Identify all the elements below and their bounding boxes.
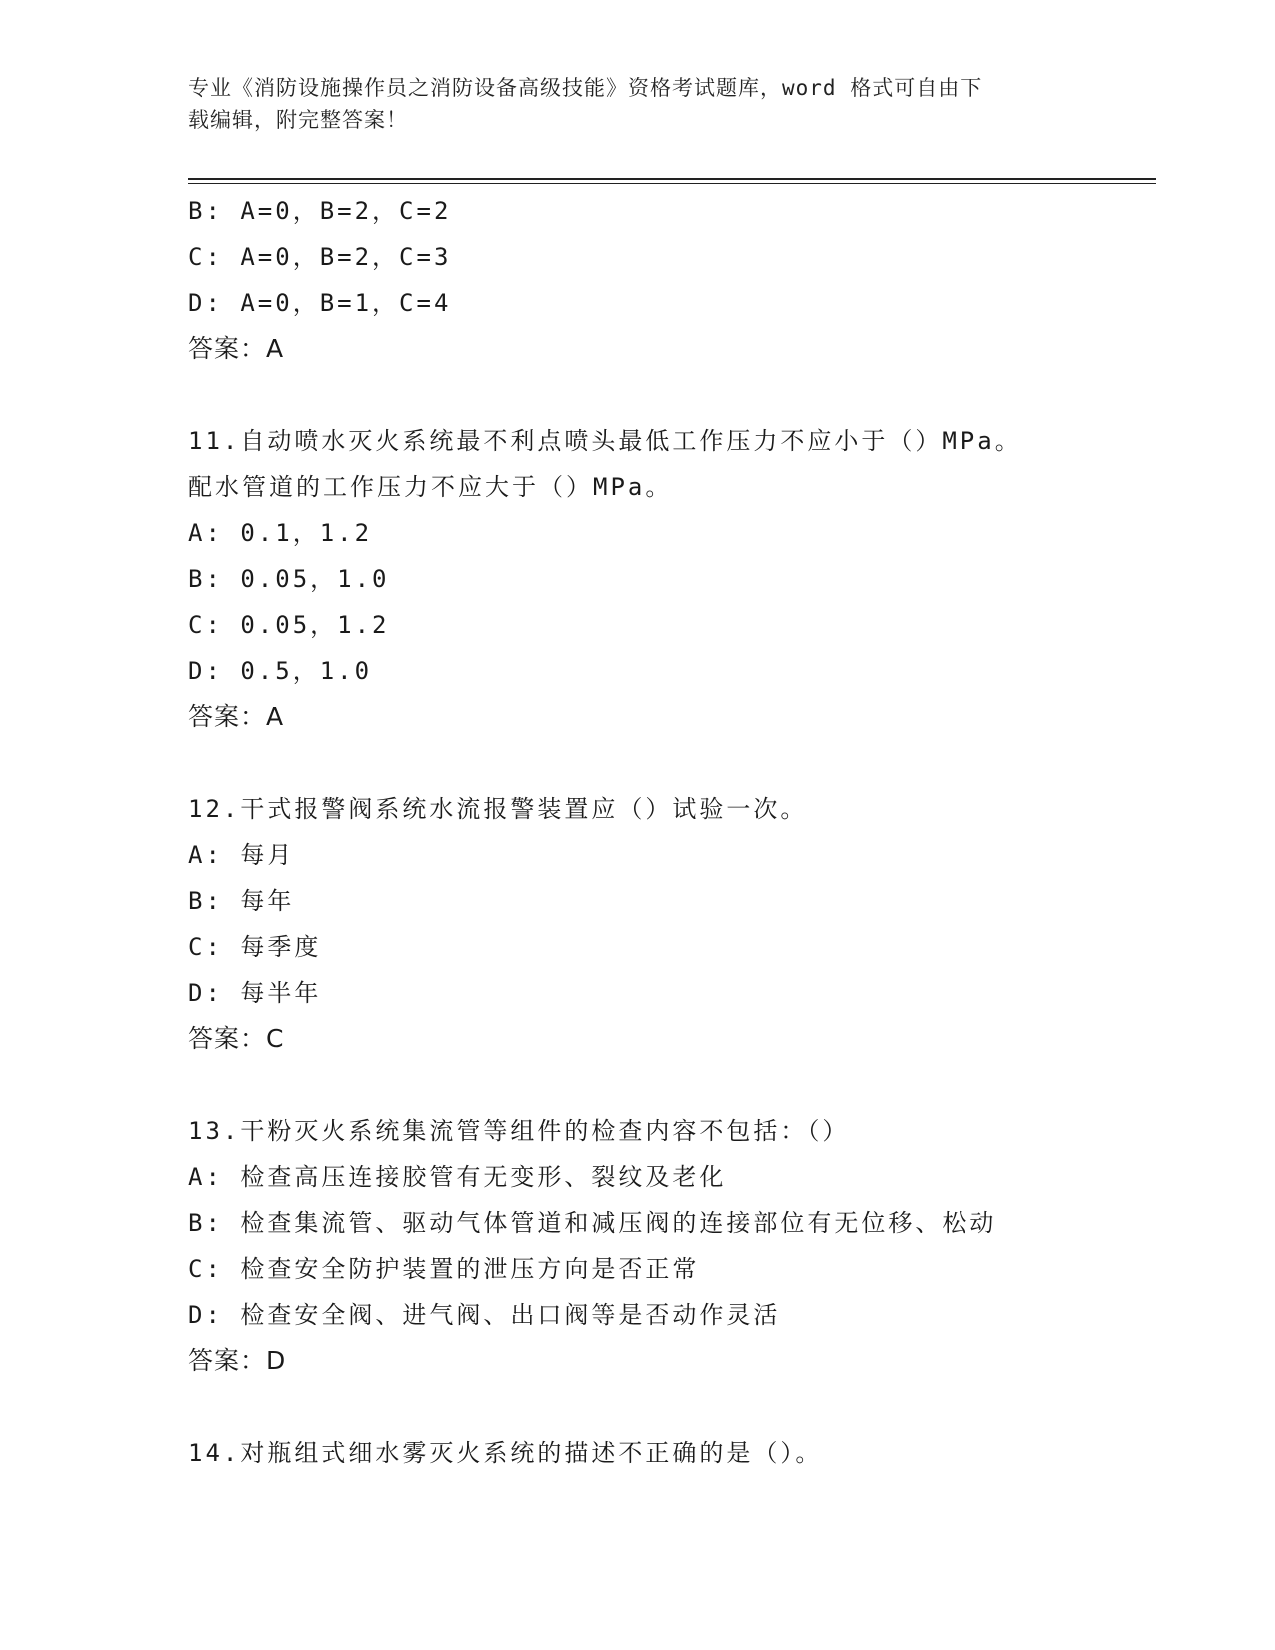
question-12 — [188, 786, 1128, 1062]
option-c: C: 检查安全防护装置的泄压方向是否正常 — [188, 1255, 700, 1283]
spacer — [188, 372, 1128, 418]
option-b: B: 0.05，1.0 — [188, 565, 390, 593]
header-divider-thin — [188, 183, 1156, 184]
question-list — [188, 188, 1128, 1476]
answer: 答案：A — [188, 702, 285, 731]
option-a: A: 每月 — [188, 841, 295, 869]
option-d: D: 检查安全阀、进气阀、出口阀等是否动作灵活 — [188, 1301, 781, 1329]
question-14 — [188, 1430, 1128, 1476]
option-b: B: 每年 — [188, 887, 295, 915]
question-stem: 11.自动喷水灭火系统最不利点喷头最低工作压力不应小于（）MPa。 — [188, 427, 1022, 455]
question-stem: 14.对瓶组式细水雾灭火系统的描述不正确的是（）。 — [188, 1439, 823, 1467]
option-d: D: 每半年 — [188, 979, 322, 1007]
answer: 答案：C — [188, 1024, 285, 1053]
header-line-2: 载编辑，附完整答案！ — [188, 108, 408, 132]
question-10-tail — [188, 188, 1128, 372]
spacer — [188, 740, 1128, 786]
header-divider-thick — [188, 178, 1156, 180]
option-c: C: A=0，B=2，C=3 — [188, 243, 452, 271]
option-d: D: A=0，B=1，C=4 — [188, 289, 452, 317]
option-a: A: 0.1，1.2 — [188, 519, 373, 547]
header-line-1: 专业《消防设施操作员之消防设备高级技能》资格考试题库，word 格式可自由下 — [188, 76, 983, 100]
question-11 — [188, 418, 1128, 740]
option-b: B: 检查集流管、驱动气体管道和减压阀的连接部位有无位移、松动 — [188, 1209, 997, 1237]
option-c: C: 0.05，1.2 — [188, 611, 390, 639]
question-stem: 12.干式报警阀系统水流报警装置应（）试验一次。 — [188, 795, 808, 823]
answer: 答案：D — [188, 1346, 287, 1375]
question-13 — [188, 1108, 1128, 1384]
option-c: C: 每季度 — [188, 933, 322, 961]
option-d: D: 0.5，1.0 — [188, 657, 373, 685]
question-stem-continued: 配水管道的工作压力不应大于（）MPa。 — [188, 473, 673, 501]
option-b: B: A=0，B=2，C=2 — [188, 197, 452, 225]
document-header — [188, 72, 1088, 136]
spacer — [188, 1062, 1128, 1108]
question-stem: 13.干粉灭火系统集流管等组件的检查内容不包括：（） — [188, 1117, 850, 1145]
answer: 答案：A — [188, 334, 285, 363]
option-a: A: 检查高压连接胶管有无变形、裂纹及老化 — [188, 1163, 727, 1191]
spacer — [188, 1384, 1128, 1430]
